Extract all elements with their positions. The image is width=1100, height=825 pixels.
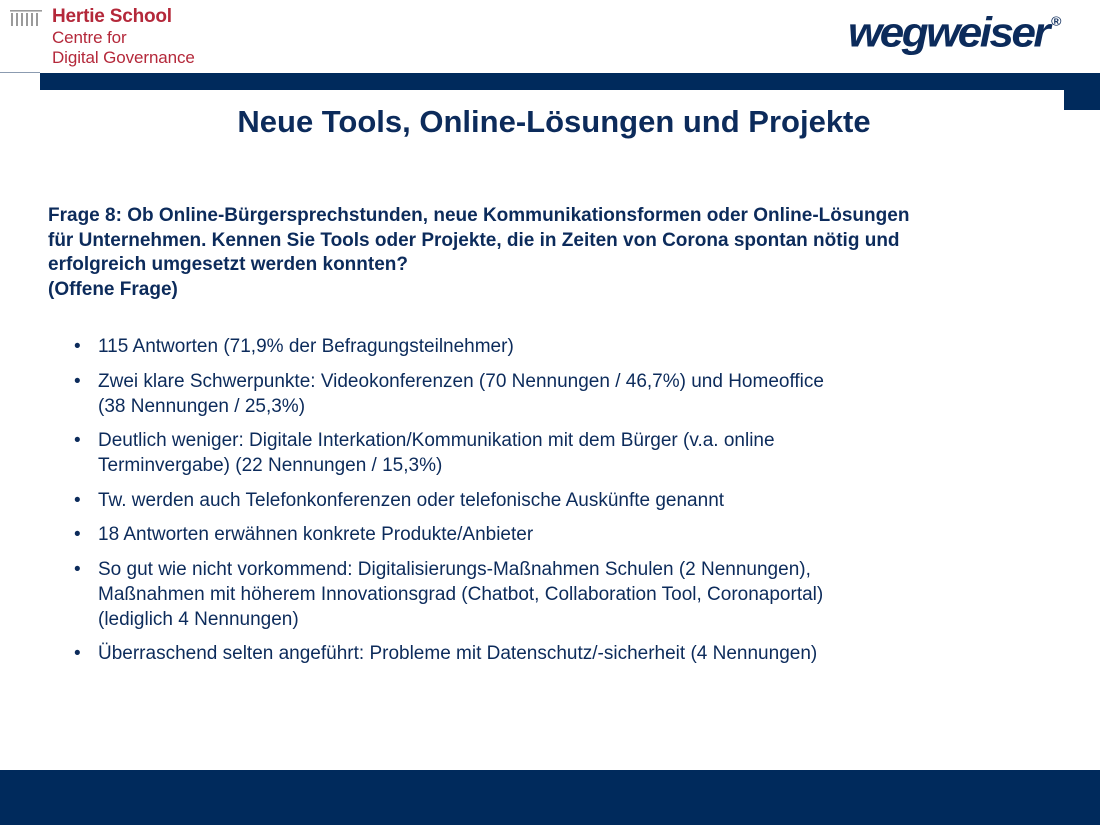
list-item-text: Zwei klare Schwerpunkte: Videokonferenzen (70 Nennungen / 46,7%) und Homeoffice [98,370,824,392]
footer-band [0,770,1100,825]
list-item [0,334,1100,359]
list-item [0,369,1100,419]
list-item-text: Maßnahmen mit höherem Innovationsgrad (Chatbot, Collaboration Tool, Coronaportal) [98,583,824,605]
slide-title: Neue Tools, Online-Lösungen und Projekte [237,104,871,139]
hertie-logo-name: Hertie School [52,6,172,27]
question-line: für Unternehmen. Kennen Sie Tools oder Projekte, die in Zeiten von Corona spontan nötig und [48,229,900,251]
list-item-text: 18 Antworten erwähnen konkrete Produkte/Anbieter [98,524,534,545]
list-item-text: (38 Nennungen / 25,3%) [98,395,306,417]
header-blue-bar [40,73,1100,90]
wegweiser-logo [848,9,1062,57]
list-item-text: 115 Antworten (71,9% der Befragungsteilnehmer) [98,336,514,357]
header-grey-rule [0,72,40,73]
findings-list [0,334,1100,676]
hertie-logo-subtitle-line-1: Centre for [52,28,127,47]
survey-question [48,204,1058,302]
list-item [0,488,1100,513]
list-item-text: (lediglich 4 Nennungen) [98,608,299,630]
bullet-icon: • [74,489,81,511]
bullet-icon: • [74,370,81,392]
list-item [0,641,1100,666]
list-item-text: So gut wie nicht vorkommend: Digitalisierungs-Maßnahmen Schulen (2 Nennungen), [98,558,811,580]
list-item-text: Tw. werden auch Telefonkonferenzen oder telefonische Auskünfte genannt [98,489,725,511]
list-item-text: Terminvergabe) (22 Nennungen / 15,3%) [98,455,443,476]
question-line: erfolgreich umgesetzt werden konnten? [48,254,408,275]
list-item [0,522,1100,547]
bullet-icon: • [74,336,81,357]
list-item-text: Überraschend selten angeführt: Probleme mit Datenschutz/-sicherheit (4 Nennungen) [98,643,818,664]
list-item [0,557,1100,632]
bullet-icon: • [74,558,81,580]
hertie-logo-subtitle-line-2: Digital Governance [52,48,195,67]
wegweiser-logo-text: wegweiser [848,9,1049,56]
bullet-icon: • [74,643,81,664]
registered-mark: ® [1051,13,1062,29]
list-item-text: Deutlich weniger: Digitale Interkation/Kommunikation mit dem Bürger (v.a. online [98,430,775,451]
question-type-label: (Offene Frage) [48,278,178,300]
hertie-columns-icon [10,10,42,26]
list-item [0,428,1100,478]
bullet-icon: • [74,430,81,451]
question-line: Frage 8: Ob Online-Bürgersprechstunden, neue Kommunikationsformen oder Online-Lösungen [48,205,910,226]
bullet-icon: • [74,524,81,545]
